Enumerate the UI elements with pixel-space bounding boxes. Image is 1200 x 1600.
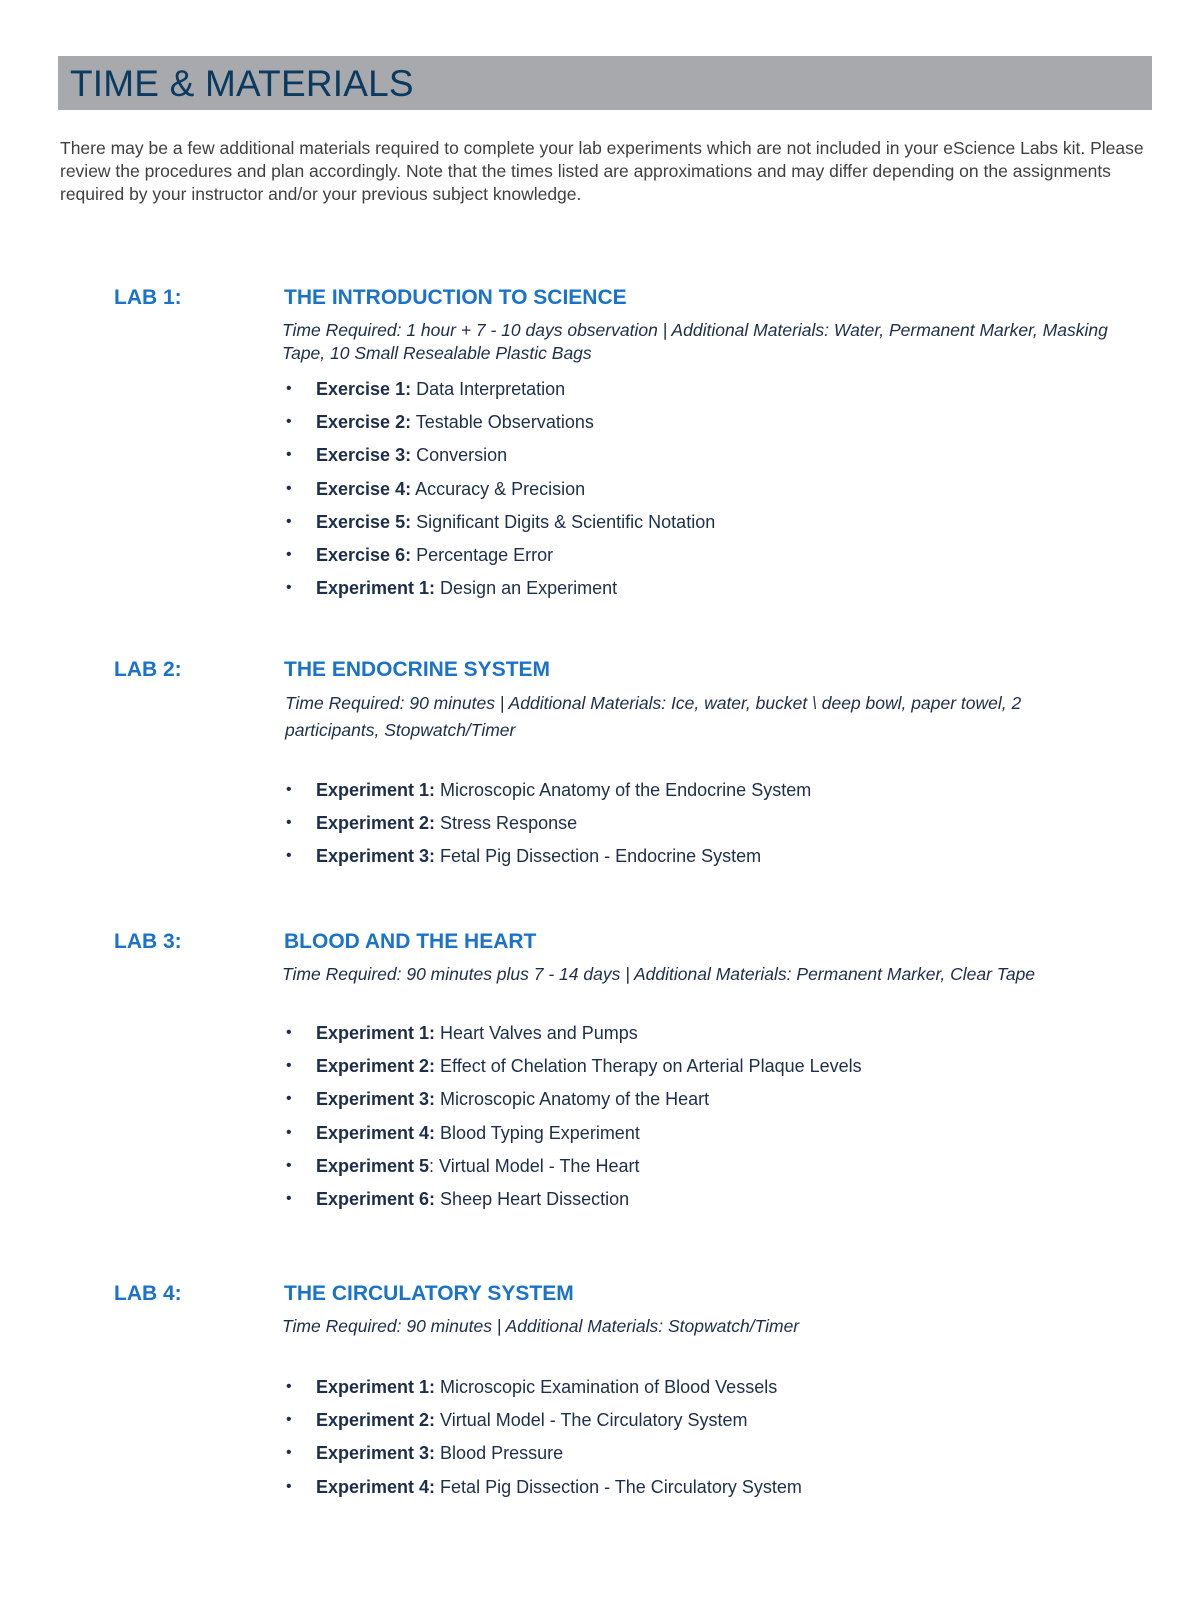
list-item [286,1188,862,1221]
item-label: Experiment 4: [316,1476,436,1497]
bullet-icon: • [286,479,292,497]
list-item [286,845,811,878]
lab-title: BLOOD AND THE HEART [284,930,537,953]
lab-number: LAB 2: [114,658,182,681]
list-item [286,577,715,610]
item-label: Experiment 2: [316,813,436,834]
exercise-list [286,1022,862,1221]
item-label: Exercise 4: [316,478,412,499]
exercise-list [286,378,715,610]
item-label: Experiment 2: [316,1410,436,1431]
bullet-icon: • [286,1123,292,1141]
bullet-icon: • [286,1189,292,1207]
item-text: Microscopic Anatomy of the Endocrine System [435,780,812,800]
list-item [286,1155,862,1188]
item-label: Exercise 1: [316,379,412,399]
list-item [286,478,715,511]
list-item [286,779,811,812]
item-text: Fetal Pig Dissection - Endocrine System [435,846,762,867]
item-text: Blood Pressure [435,1443,564,1464]
lab-number: LAB 1: [114,286,182,309]
item-label: Exercise 6: [316,544,412,565]
item-text: Microscopic Examination of Blood Vessels [435,1377,778,1397]
item-label: Experiment 6: [316,1188,436,1209]
list-item [286,511,715,544]
item-label: Experiment 3: [316,1443,436,1464]
bullet-icon: • [286,1156,292,1174]
item-label: Experiment 5 [316,1155,430,1176]
lab-time-materials: Time Required: 90 minutes plus 7 - 14 days | Additional Materials: Permanent Marker, Clear Tape [282,964,1036,984]
item-text: : Virtual Model - The Heart [429,1155,640,1176]
lab-title: THE CIRCULATORY SYSTEM [284,1282,574,1305]
bullet-icon: • [286,1477,292,1495]
item-label: Experiment 1: [316,1023,436,1043]
item-label: Experiment 2: [316,1056,436,1077]
bullet-icon: • [286,1090,292,1108]
list-item [286,444,715,477]
page-header-bar [58,56,1152,110]
bullet-icon: • [286,1378,292,1395]
lab-number: LAB 3: [114,930,182,953]
bullet-icon: • [286,579,292,597]
lab-number: LAB 4: [114,1282,182,1305]
bullet-icon: • [286,847,292,865]
item-label: Experiment 3: [316,1089,436,1110]
item-text: Testable Observations [411,412,594,433]
item-label: Experiment 1: [316,1377,436,1397]
item-text: Significant Digits & Scientific Notation [411,511,716,532]
lab-title: THE INTRODUCTION TO SCIENCE [284,286,627,309]
lab-time-materials: Time Required: 1 hour + 7 - 10 days observation | Additional Materials: Water, Permanent Marker, Masking Tape, 10 Small Resealable Plastic Bags [282,320,1108,363]
list-item [286,378,715,411]
item-text: Sheep Heart Dissection [435,1188,630,1209]
item-label: Exercise 3: [316,445,412,466]
lab-time-materials: Time Required: 90 minutes | Additional Materials: Ice, water, bucket \ deep bowl, paper towel, 2 participants, Stopwatch/Timer [285,693,1022,740]
item-text: Blood Typing Experiment [435,1122,640,1143]
item-label: Experiment 3: [316,846,436,867]
list-item [286,1442,802,1475]
item-text: Effect of Chelation Therapy on Arterial Plaque Levels [435,1056,862,1077]
bullet-icon: • [286,413,292,431]
item-text: Heart Valves and Pumps [435,1023,638,1043]
item-label: Experiment 1: [316,578,436,599]
bullet-icon: • [286,814,292,832]
bullet-icon: • [286,1057,292,1075]
item-text: Microscopic Anatomy of the Heart [435,1089,710,1110]
bullet-icon: • [286,1024,292,1041]
item-text: Percentage Error [411,544,554,565]
item-label: Exercise 2: [316,412,412,433]
list-item [286,1122,862,1155]
exercise-list [286,779,811,879]
list-item [286,812,811,845]
item-text: Fetal Pig Dissection - The Circulatory System [435,1476,802,1497]
lab-title: THE ENDOCRINE SYSTEM [284,658,551,681]
page-title: TIME & MATERIALS [70,63,414,104]
list-item [286,544,715,577]
bullet-icon: • [286,380,292,397]
list-item [286,1376,802,1409]
list-item [286,1476,802,1509]
lab-time-materials: Time Required: 90 minutes | Additional Materials: Stopwatch/Timer [282,1316,800,1336]
item-text: Design an Experiment [435,578,618,599]
item-text: Virtual Model - The Circulatory System [435,1410,748,1431]
exercise-list [286,1376,802,1509]
list-item [286,1055,862,1088]
bullet-icon: • [286,1444,292,1462]
bullet-icon: • [286,781,292,798]
item-text: Data Interpretation [411,379,566,399]
item-text: Stress Response [435,813,578,834]
item-text: Accuracy & Precision [411,478,586,499]
item-label: Experiment 1: [316,780,436,800]
list-item [286,1088,862,1121]
item-text: Conversion [411,445,508,466]
intro-paragraph: There may be a few additional materials required to complete your lab experiments which are not included in your eScience Labs kit. Please review the procedures and plan accordingly. Note that the times listed are approximations and may differ depending on the assignments required by your instructor and/or your previous subject knowledge. [60,138,1144,204]
bullet-icon: • [286,1411,292,1429]
list-item [286,1409,802,1442]
list-item [286,1022,862,1055]
item-label: Experiment 4: [316,1122,436,1143]
item-label: Exercise 5: [316,511,412,532]
list-item [286,411,715,444]
bullet-icon: • [286,545,292,563]
bullet-icon: • [286,446,292,464]
bullet-icon: • [286,512,292,530]
